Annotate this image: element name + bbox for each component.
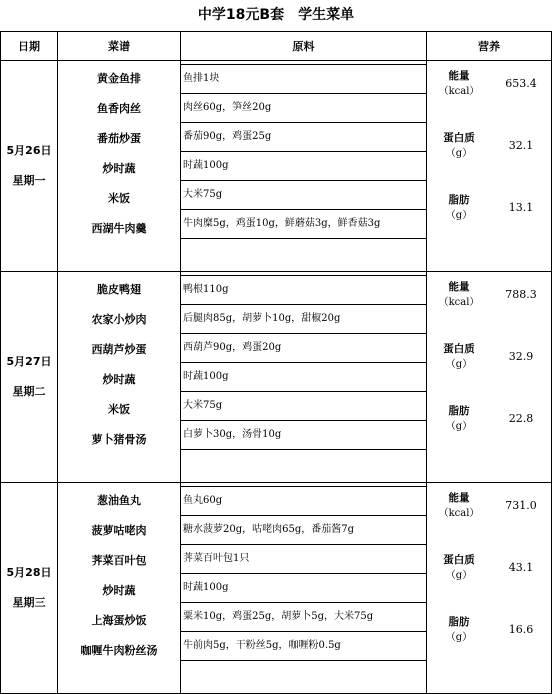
day-row: [1, 272, 552, 483]
energy-unit: （kcal）: [438, 86, 480, 97]
date-cell: [1, 272, 58, 483]
header-date: 日期: [1, 32, 58, 61]
dish-name: 米饭: [108, 403, 130, 416]
ingredient-line: [181, 239, 426, 268]
protein-label: 蛋白质: [443, 343, 475, 355]
fat-row: [427, 615, 551, 655]
weekday-text: 星期二: [12, 385, 46, 398]
header-nutrition: 营养: [427, 32, 552, 61]
energy-row: [427, 69, 551, 109]
ingredient-line: 鸭根110g: [181, 276, 426, 305]
dish-cell: [58, 272, 181, 483]
fat-unit: （g）: [445, 421, 473, 432]
energy-value: 653.4: [505, 77, 537, 90]
dish-name: 西湖牛肉羹: [91, 222, 147, 235]
energy-label: 能量: [448, 492, 470, 504]
dish-name: 炒时蔬: [102, 373, 136, 386]
protein-unit: （g）: [445, 148, 473, 159]
ingredient-line: 牛肉糜5g，鸡蛋10g，鲜蘑菇3g，鲜香菇3g: [181, 210, 426, 239]
dish-name: 西葫芦炒蛋: [91, 343, 147, 356]
ingredients-cell: [181, 61, 427, 272]
protein-value: 32.9: [508, 350, 534, 363]
ingredient-line: 时蔬100g: [181, 363, 426, 392]
protein-unit: （g）: [445, 570, 473, 581]
dish-name: 上海蛋炒饭: [91, 614, 147, 627]
menu-table: [0, 31, 552, 694]
dish-name: 荠菜百叶包: [91, 554, 147, 567]
weekday-text: 星期一: [12, 174, 46, 187]
dish-name: 菠萝咕咾肉: [91, 524, 147, 537]
fat-unit: （g）: [445, 632, 473, 643]
ingredient-line: 粟米10g，鸡蛋25g，胡萝卜5g，大米75g: [181, 603, 426, 632]
protein-row: [427, 342, 551, 382]
energy-unit: （kcal）: [438, 297, 480, 308]
date-text: 5月28日: [6, 566, 52, 579]
day-row: [1, 483, 552, 694]
ingredient-line: 白萝卜30g，汤骨10g: [181, 421, 426, 450]
energy-value: 788.3: [505, 288, 537, 301]
fat-label: 脂肪: [448, 616, 470, 628]
ingredient-line: 鱼排1块: [181, 65, 426, 94]
header-row: [1, 32, 552, 61]
dish-name: 农家小炒肉: [91, 313, 147, 326]
dish-cell: [58, 61, 181, 272]
fat-label: 脂肪: [448, 405, 470, 417]
dish-name: 咖喱牛肉粉丝汤: [80, 644, 158, 657]
dish-name: 鱼香肉丝: [97, 102, 141, 115]
protein-label: 蛋白质: [443, 554, 475, 566]
ingredient-line: 糖水菠萝20g，咕咾肉65g，番茄酱7g: [181, 516, 426, 545]
date-text: 5月27日: [6, 355, 52, 368]
ingredient-line: 鱼丸60g: [181, 487, 426, 516]
date-cell: [1, 483, 58, 694]
dish-name: 脆皮鸭翅: [97, 283, 141, 296]
energy-unit: （kcal）: [438, 508, 480, 519]
ingredient-line: 大米75g: [181, 392, 426, 421]
ingredient-line: 后腿肉85g，胡萝卜10g，甜椒20g: [181, 305, 426, 334]
ingredient-line: 肉丝60g，笋丝20g: [181, 94, 426, 123]
fat-unit: （g）: [445, 210, 473, 221]
energy-row: [427, 491, 551, 531]
energy-label: 能量: [448, 281, 470, 293]
protein-unit: （g）: [445, 359, 473, 370]
header-dish: 菜谱: [58, 32, 181, 61]
ingredient-line: 时蔬100g: [181, 574, 426, 603]
nutrition-cell: [427, 272, 552, 483]
energy-row: [427, 280, 551, 320]
ingredients-cell: [181, 483, 427, 694]
protein-row: [427, 553, 551, 593]
page-title: 中学18元B套 学生菜单: [197, 7, 355, 23]
protein-value: 32.1: [508, 139, 534, 152]
ingredient-line: 牛前肉5g，干粉丝5g，咖喱粉0.5g: [181, 632, 426, 661]
ingredient-line: 番茄90g，鸡蛋25g: [181, 123, 426, 152]
fat-row: [427, 193, 551, 233]
fat-label: 脂肪: [448, 194, 470, 206]
protein-label: 蛋白质: [443, 132, 475, 144]
fat-value: 13.1: [508, 201, 534, 214]
protein-value: 43.1: [508, 561, 534, 574]
dish-name: 炒时蔬: [102, 584, 136, 597]
ingredients-cell: [181, 272, 427, 483]
dish-name: 炒时蔬: [102, 162, 136, 175]
fat-value: 16.6: [508, 623, 534, 636]
weekday-text: 星期三: [12, 596, 46, 609]
nutrition-cell: [427, 61, 552, 272]
fat-value: 22.8: [508, 412, 534, 425]
dish-name: 米饭: [108, 192, 130, 205]
ingredient-line: 西葫芦90g，鸡蛋20g: [181, 334, 426, 363]
ingredient-line: 大米75g: [181, 181, 426, 210]
date-text: 5月26日: [6, 144, 52, 157]
ingredient-line: 时蔬100g: [181, 152, 426, 181]
ingredient-line: 荠菜百叶包1只: [181, 545, 426, 574]
fat-row: [427, 404, 551, 444]
energy-value: 731.0: [505, 499, 537, 512]
dish-name: 黄金鱼排: [97, 72, 141, 85]
day-row: [1, 61, 552, 272]
dish-cell: [58, 483, 181, 694]
nutrition-cell: [427, 483, 552, 694]
dish-name: 番茄炒蛋: [97, 132, 141, 145]
ingredient-line: [181, 450, 426, 479]
protein-row: [427, 131, 551, 171]
energy-label: 能量: [448, 70, 470, 82]
dish-name: 萝卜猪骨汤: [91, 433, 147, 446]
ingredient-line: [181, 661, 426, 690]
date-cell: [1, 61, 58, 272]
dish-name: 葱油鱼丸: [97, 494, 141, 507]
header-ingredients: 原料: [181, 32, 427, 61]
